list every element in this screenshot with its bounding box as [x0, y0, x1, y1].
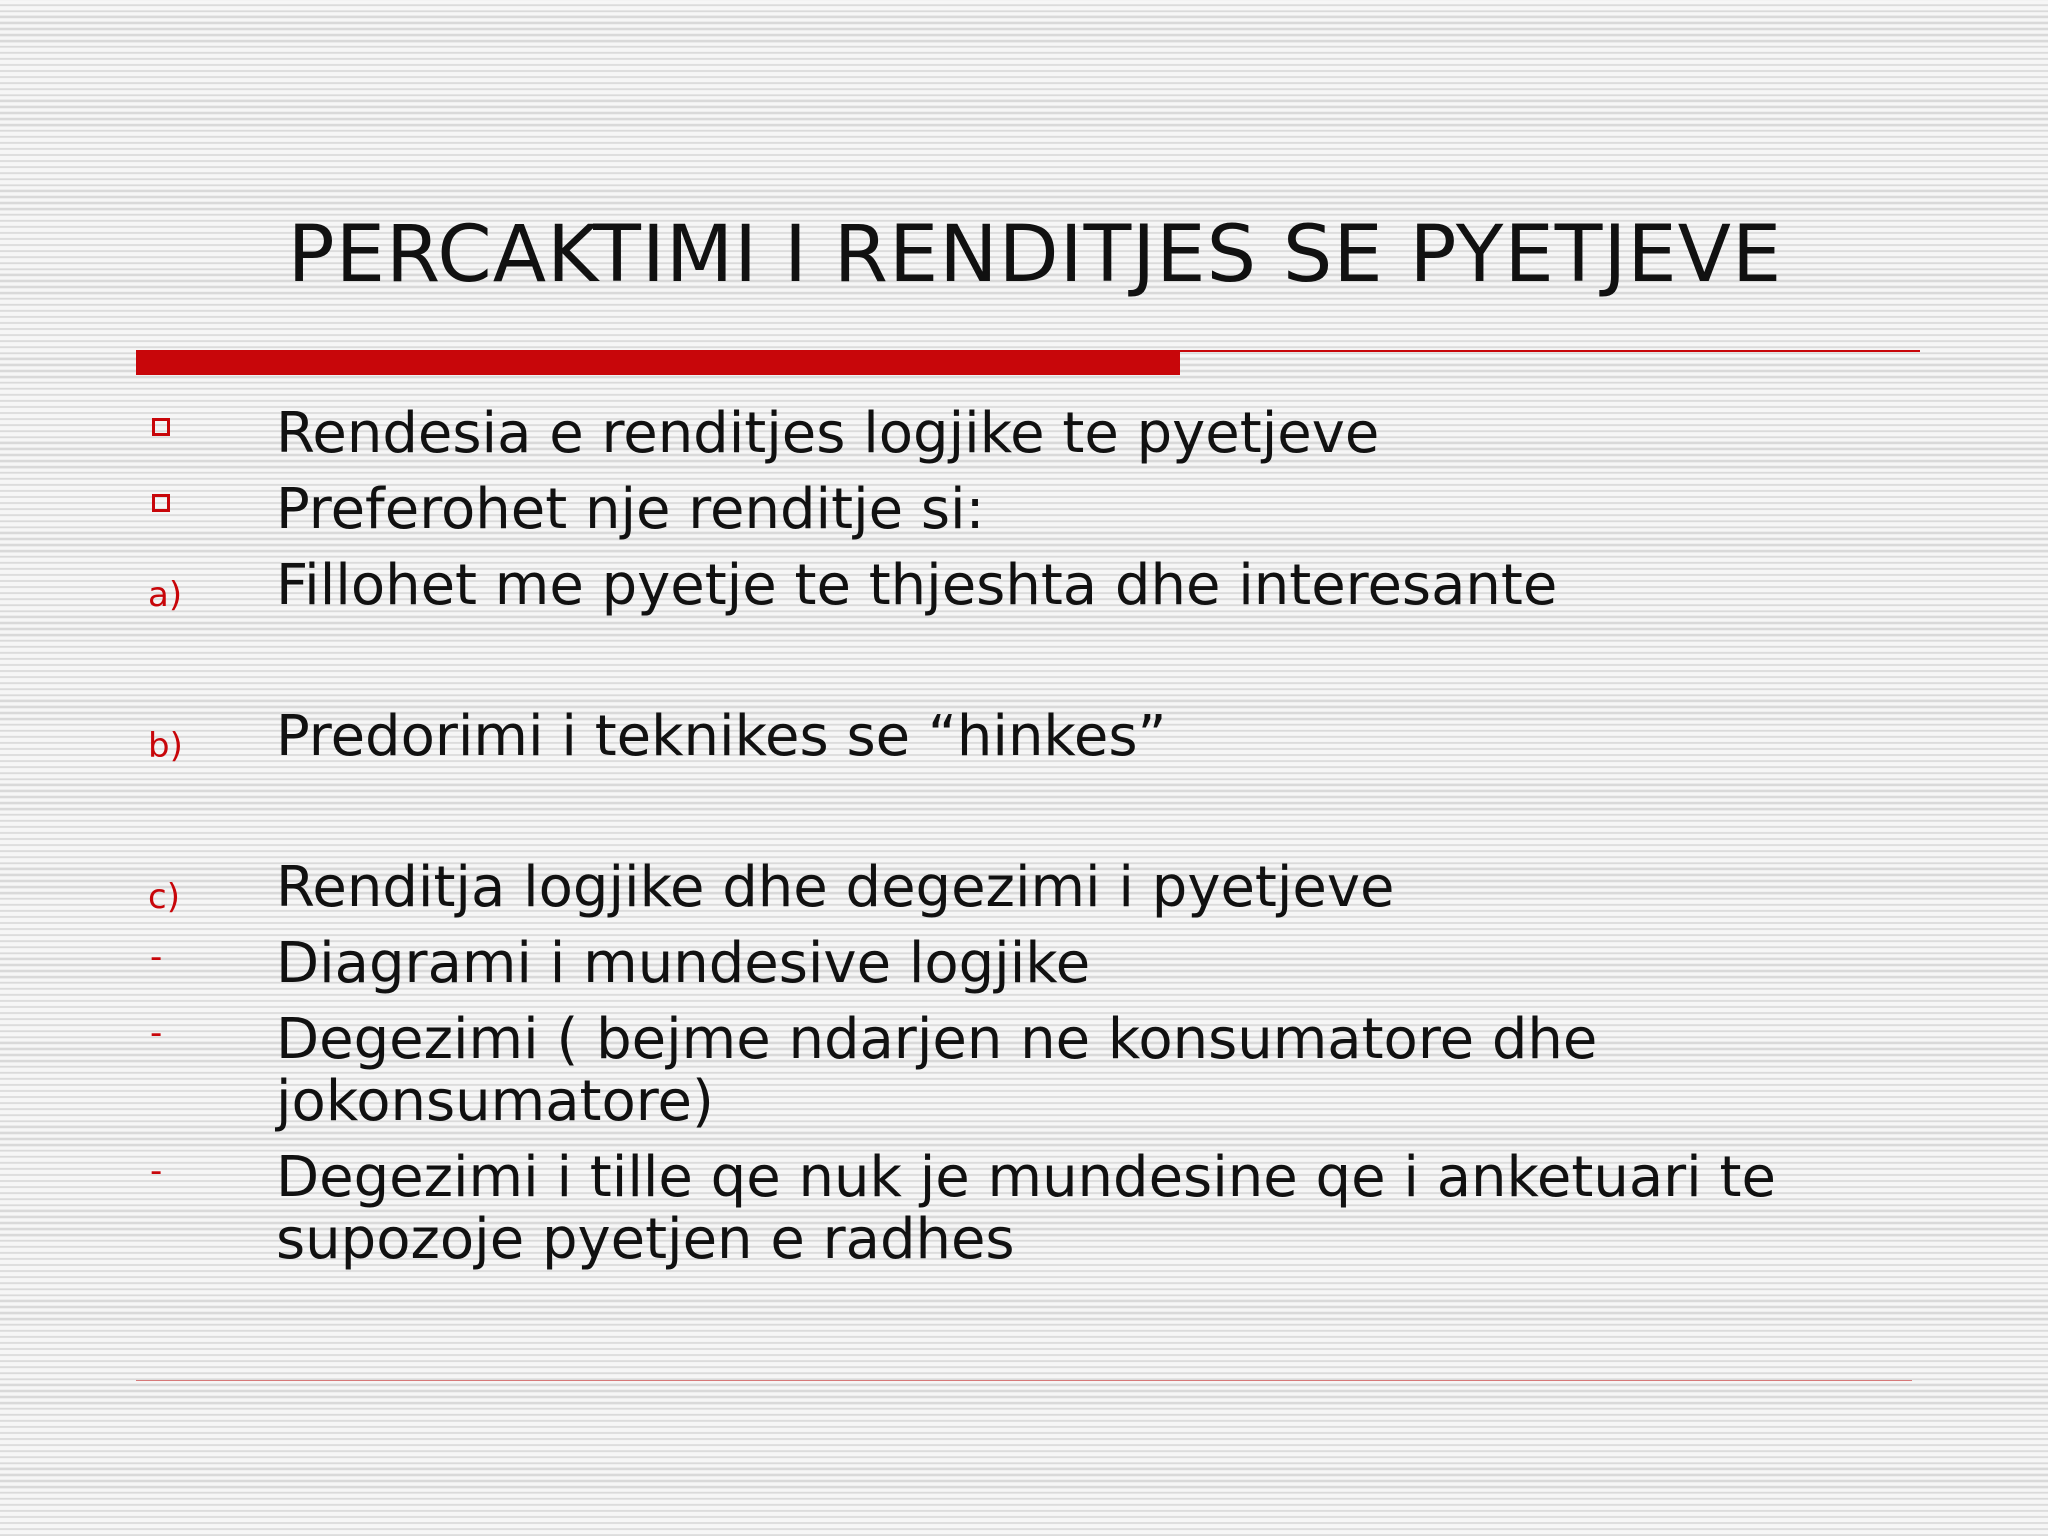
slide-title: PERCAKTIMI I RENDITJES SE PYETJEVE — [287, 210, 1783, 300]
box-bullet-icon — [152, 418, 170, 436]
list-item-text: Degezimi ( bejme ndarjen ne konsumatore dhe jokonsumatore) — [276, 1007, 1598, 1134]
footer-divider — [136, 1380, 1912, 1381]
list-item-text: Predorimi i teknikes se “hinkes” — [276, 704, 1167, 769]
list-marker-letter: c) — [148, 877, 180, 917]
list-item-text: Renditja logjike dhe degezimi i pyetjeve — [276, 855, 1395, 920]
list-item-text: Diagrami i mundesive logjike — [276, 931, 1091, 996]
list-item-text: Degezimi i tille qe nuk je mundesine qe i anketuari te supozoje pyetjen e radhes — [276, 1145, 1776, 1272]
list-item-text: Preferohet nje renditje si: — [276, 477, 985, 542]
list-item-text: Fillohet me pyetje te thjeshta dhe interesante — [276, 553, 1558, 618]
list-item-text: Rendesia e renditjes logjike te pyetjeve — [276, 401, 1380, 466]
list-marker-dash: - — [150, 1013, 163, 1053]
box-bullet-icon — [152, 494, 170, 512]
list-marker-dash: - — [150, 1151, 163, 1191]
title-underline-thin — [1180, 350, 1920, 352]
list-marker-letter: b) — [148, 726, 183, 766]
list-marker-letter: a) — [148, 575, 183, 615]
title-underline-thick — [136, 350, 1180, 375]
list-marker-dash: - — [150, 937, 163, 977]
